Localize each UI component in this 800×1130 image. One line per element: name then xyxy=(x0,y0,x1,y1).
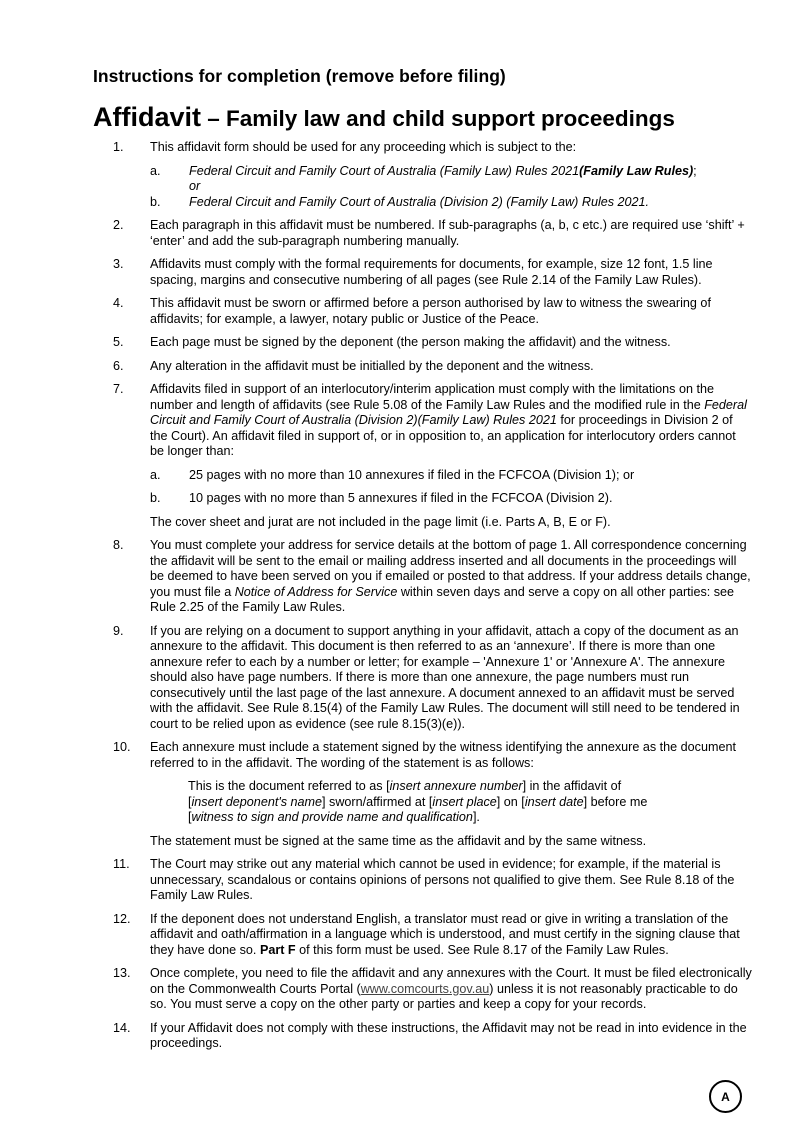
instructions-list xyxy=(93,140,753,1060)
annexure-statement: This is the document referred to as [insert annexure number] in the affidavit of [insert deponent's name] sworn/affirmed at [insert place] on [insert date] before me [witness to sign and provide name and qualification]. xyxy=(188,779,648,824)
instructions-heading: Instructions for completion (remove before filing) xyxy=(93,66,506,86)
instruction-item-7: 7. Affidavits filed in support of an interlocutory/interim application must comply with the limitations on the number and length of affidavits (see Rule 5.08 of the Family Law Rules and the modified rule in the Federal Circuit and Family Court of Australia (Division 2)(Family Law) Rules 2021 for proceedings in Division 2 of the Court). An affidavit filed in support of, or in opposition to, an application for interlocutory orders cannot be longer than: a. 25 pages with no more than 10 annexures if filed in the FCFCOA (Division 1); or b. 10 pages with no more than 5 annexures if filed in the FCFCOA (Division 2). The cover sheet and jurat are not included in the page limit (i.e. Parts A, B, E or F). xyxy=(113,382,747,529)
comcourts-link[interactable]: www.comcourts.gov.au xyxy=(360,981,490,996)
instruction-item-8: 8. You must complete your address for service details at the bottom of page 1. All correspondence concerning the affidavit will be sent to the email or mailing address inserted and all documents in the proceedings will be deemed to have been served on you if emailed or posted to that address. If your address details change, you must file a Notice of Address for Service within seven days and serve a copy on all other parties: see Rule 2.25 of the Family Law Rules. xyxy=(113,538,751,614)
page-badge: A xyxy=(709,1080,742,1113)
page-title xyxy=(93,102,675,133)
instruction-item-4: 4. This affidavit must be sworn or affirmed before a person authorised by law to witness the swearing of affidavits; for example, a lawyer, notary public or Justice of the Peace. xyxy=(113,296,711,326)
instruction-item-5: 5. Each page must be signed by the deponent (the person making the affidavit) and the witness. xyxy=(113,335,671,349)
instruction-item-1: 1. This affidavit form should be used for any proceeding which is subject to the: a. Federal Circuit and Family Court of Australia (Family Law) Rules 2021(Family Law Rules); or b. Federal Circuit and Family Court of Australia (Division 2) (Family Law) Rules 2021. xyxy=(113,140,697,209)
instruction-item-11: 11. The Court may strike out any material which cannot be used in evidence; for example, if the material is unnecessary, scandalous or contains opinions of persons not qualified to give them. See Rule 8.18 of the Family Law Rules. xyxy=(113,857,735,902)
instruction-item-13: 13. Once complete, you need to file the affidavit and any annexures with the Court. It must be filed electronically on the Commonwealth Courts Portal (www.comcourts.gov.au) unless it is not reasonably practicable to do so. You must serve a copy on the other party or parties and keep a copy for your records. xyxy=(113,966,752,1011)
instruction-item-12: 12. If the deponent does not understand English, a translator must read or give in writing a translation of the affidavit and oath/affirmation in a language which is understood, and must certify in the signing clause that they have done so. Part F of this form must be used. See Rule 8.17 of the Family Law Rules. xyxy=(113,911,740,957)
title-main: Affidavit xyxy=(93,102,201,132)
instruction-item-6: 6. Any alteration in the affidavit must be initialled by the deponent and the witness. xyxy=(113,358,594,373)
title-subtitle: – Family law and child support proceedings xyxy=(201,106,675,131)
instruction-item-14: 14. If your Affidavit does not comply with these instructions, the Affidavit may not be read in into evidence in the proceedings. xyxy=(113,1020,747,1050)
instruction-item-9: 9. If you are relying on a document to support anything in your affidavit, attach a copy of the document as an annexure to the affidavit. This document is then referred to as an ‘annexure’. If there is more than one annexure refer to each by a number or letter; for example – 'Annexure 1' or 'Annexure A'. The annexure should also have page numbers. If there is more than one annexure, the page numbers must run consecutively until the last page of the last annexure. A document annexed to an affidavit must be served with the affidavit. See Rule 8.15(4) of the Family Law Rules. The document will still need to be tendered in court to be relied upon as evidence (see rule 8.15(3)(e)). xyxy=(113,623,740,731)
instruction-item-3: 3. Affidavits must comply with the formal requirements for documents, for example, size 12 font, 1.5 line spacing, margins and consecutive numbering of all pages (see Rule 2.14 of the Family Law Rules). xyxy=(113,257,713,287)
instruction-item-10: 10. Each annexure must include a statement signed by the witness identifying the annexure as the document referred to in the affidavit. The wording of the statement is as follows: This is the document referred to as [insert annexure number] in the affidavit of [insert deponent's name] sworn/affirmed at [insert place] on [insert date] before me [witness to sign and provide name and qualification]. The statement must be signed at the same time as the affidavit and by the same witness. xyxy=(93,740,753,849)
instruction-item-2: 2. Each paragraph in this affidavit must be numbered. If sub-paragraphs (a, b, c etc.) are required use ‘shift’ + ‘enter’ and add the sub-paragraph numbering manually. xyxy=(113,218,745,248)
